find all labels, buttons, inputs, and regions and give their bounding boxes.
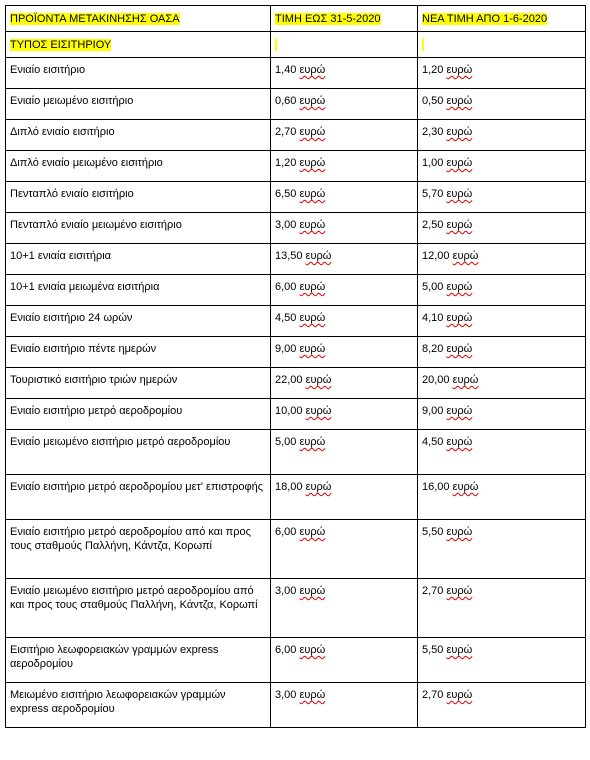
ticket-type-cell: Ενιαίο εισιτήριο μετρό αεροδρομίου από και προς τους σταθμούς Παλλήνη, Κάντζα, Κορωπί [6, 520, 271, 579]
old-price-cell [271, 213, 418, 244]
price-value: 9,00 [422, 405, 444, 417]
subheader-row [6, 32, 586, 58]
price-value: 13,50 [275, 250, 303, 262]
new-price-cell [418, 520, 586, 579]
currency-label: ευρώ [299, 126, 326, 138]
new-price-cell [418, 182, 586, 213]
currency-label: ευρώ [305, 405, 332, 417]
currency-label: ευρώ [446, 436, 473, 448]
price-value: 0,50 [422, 95, 444, 107]
table-row [6, 275, 586, 306]
ticket-type-cell: Ενιαίο εισιτήριο μετρό αεροδρομίου [6, 399, 271, 430]
price-value: 2,30 [422, 126, 444, 138]
old-price-cell [271, 182, 418, 213]
ticket-type-cell: 10+1 ενιαία μειωμένα εισιτήρια [6, 275, 271, 306]
currency-label: ευρώ [446, 281, 473, 293]
currency-label: ευρώ [299, 585, 326, 597]
old-price-cell [271, 275, 418, 306]
price-value: 6,00 [275, 644, 297, 656]
currency-label: ευρώ [446, 405, 473, 417]
currency-label: ευρώ [305, 250, 332, 262]
price-value: 2,70 [422, 689, 444, 701]
currency-label: ευρώ [299, 436, 326, 448]
ticket-type-cell: Ενιαίο μειωμένο εισιτήριο [6, 89, 271, 120]
fare-table [5, 5, 586, 728]
currency-label: ευρώ [305, 481, 332, 493]
ticket-type-cell: Πενταπλό ενιαίο μειωμένο εισιτήριο [6, 213, 271, 244]
new-price-cell [418, 475, 586, 520]
table-row [6, 638, 586, 683]
currency-label: ευρώ [299, 689, 326, 701]
currency-label: ευρώ [299, 188, 326, 200]
new-price-cell [418, 244, 586, 275]
price-value: 6,00 [275, 281, 297, 293]
table-row [6, 182, 586, 213]
currency-label: ευρώ [446, 95, 473, 107]
price-value: 9,00 [275, 343, 297, 355]
price-value: 6,00 [275, 526, 297, 538]
header-row [6, 6, 586, 32]
subheader-empty-new [418, 32, 586, 58]
price-value: 5,50 [422, 526, 444, 538]
price-value: 1,20 [275, 157, 297, 169]
table-row [6, 58, 586, 89]
price-value: 1,00 [422, 157, 444, 169]
table-row [6, 579, 586, 638]
currency-label: ευρώ [299, 281, 326, 293]
ticket-type-cell: Τουριστικό εισιτήριο τριών ημερών [6, 368, 271, 399]
price-value: 2,70 [422, 585, 444, 597]
table-row [6, 337, 586, 368]
currency-label: ευρώ [446, 157, 473, 169]
currency-label: ευρώ [446, 689, 473, 701]
table-row [6, 399, 586, 430]
currency-label: ευρώ [299, 312, 326, 324]
new-price-cell [418, 638, 586, 683]
table-row [6, 306, 586, 337]
old-price-cell [271, 368, 418, 399]
price-value: 3,00 [275, 689, 297, 701]
old-price-cell [271, 120, 418, 151]
old-price-cell [271, 151, 418, 182]
table-row [6, 520, 586, 579]
ticket-type-cell: Ενιαίο εισιτήριο 24 ωρών [6, 306, 271, 337]
ticket-type-cell: Μειωμένο εισιτήριο λεωφορειακών γραμμών express αεροδρομίου [6, 683, 271, 728]
old-price-cell [271, 638, 418, 683]
currency-label: ευρώ [299, 644, 326, 656]
currency-label: ευρώ [299, 219, 326, 231]
table-row [6, 244, 586, 275]
new-price-cell [418, 579, 586, 638]
table-row [6, 151, 586, 182]
price-value: 10,00 [275, 405, 303, 417]
old-price-cell [271, 58, 418, 89]
currency-label: ευρώ [446, 585, 473, 597]
new-price-cell [418, 368, 586, 399]
table-row [6, 89, 586, 120]
currency-label: ευρώ [452, 250, 479, 262]
price-value: 5,50 [422, 644, 444, 656]
ticket-type-cell: Διπλό ενιαίο μειωμένο εισιτήριο [6, 151, 271, 182]
new-price-cell [418, 399, 586, 430]
ticket-type-cell: Ενιαίο εισιτήριο μετρό αεροδρομίου μετ' επιστροφής [6, 475, 271, 520]
table-row [6, 213, 586, 244]
ticket-type-cell: Διπλό ενιαίο εισιτήριο [6, 120, 271, 151]
new-price-cell [418, 89, 586, 120]
old-price-cell [271, 89, 418, 120]
new-price-cell [418, 337, 586, 368]
currency-label: ευρώ [299, 95, 326, 107]
ticket-type-cell: Ενιαίο μειωμένο εισιτήριο μετρό αεροδρομίου από και προς τους σταθμούς Παλλήνη, Κάντζα, Κορωπί [6, 579, 271, 638]
price-value: 3,00 [275, 585, 297, 597]
ticket-type-cell: 10+1 ενιαία εισιτήρια [6, 244, 271, 275]
currency-label: ευρώ [452, 481, 479, 493]
price-value: 0,60 [275, 95, 297, 107]
price-value: 6,50 [275, 188, 297, 200]
price-value: 4,10 [422, 312, 444, 324]
old-price-cell [271, 244, 418, 275]
header-old-price: ΤΙΜΗ ΕΩΣ 31-5-2020 [271, 6, 418, 32]
currency-label: ευρώ [446, 312, 473, 324]
new-price-cell [418, 120, 586, 151]
currency-label: ευρώ [446, 644, 473, 656]
old-price-cell [271, 399, 418, 430]
currency-label: ευρώ [446, 188, 473, 200]
new-price-cell [418, 58, 586, 89]
old-price-cell [271, 520, 418, 579]
price-value: 20,00 [422, 374, 450, 386]
price-value: 3,00 [275, 219, 297, 231]
price-value: 5,00 [422, 281, 444, 293]
new-price-cell [418, 306, 586, 337]
currency-label: ευρώ [299, 157, 326, 169]
currency-label: ευρώ [299, 64, 326, 76]
price-value: 12,00 [422, 250, 450, 262]
price-value: 1,20 [422, 64, 444, 76]
currency-label: ευρώ [446, 343, 473, 355]
table-row [6, 683, 586, 728]
price-value: 16,00 [422, 481, 450, 493]
currency-label: ευρώ [446, 219, 473, 231]
price-value: 5,70 [422, 188, 444, 200]
new-price-cell [418, 213, 586, 244]
ticket-type-cell: Πενταπλό ενιαίο εισιτήριο [6, 182, 271, 213]
price-value: 2,70 [275, 126, 297, 138]
table-row [6, 120, 586, 151]
new-price-cell [418, 430, 586, 475]
header-products: ΠΡΟΪΟΝΤΑ ΜΕΤΑΚΙΝΗΣΗΣ ΟΑΣΑ [6, 6, 271, 32]
subheader-ticket-type: ΤΥΠΟΣ ΕΙΣΙΤΗΡΙΟΥ [6, 32, 271, 58]
price-value: 1,40 [275, 64, 297, 76]
ticket-type-cell: Εισιτήριο λεωφορειακών γραμμών express αεροδρομίου [6, 638, 271, 683]
old-price-cell [271, 430, 418, 475]
price-value: 8,20 [422, 343, 444, 355]
old-price-cell [271, 579, 418, 638]
currency-label: ευρώ [299, 526, 326, 538]
price-value: 2,50 [422, 219, 444, 231]
price-value: 22,00 [275, 374, 303, 386]
currency-label: ευρώ [446, 126, 473, 138]
new-price-cell [418, 275, 586, 306]
ticket-type-cell: Ενιαίο εισιτήριο [6, 58, 271, 89]
table-row [6, 430, 586, 475]
currency-label: ευρώ [305, 374, 332, 386]
table-row [6, 475, 586, 520]
old-price-cell [271, 475, 418, 520]
old-price-cell [271, 337, 418, 368]
old-price-cell [271, 306, 418, 337]
currency-label: ευρώ [446, 526, 473, 538]
price-value: 5,00 [275, 436, 297, 448]
price-value: 4,50 [422, 436, 444, 448]
header-new-price: ΝΕΑ ΤΙΜΗ ΑΠΟ 1-6-2020 [418, 6, 586, 32]
ticket-type-cell: Ενιαίο εισιτήριο πέντε ημερών [6, 337, 271, 368]
price-value: 18,00 [275, 481, 303, 493]
currency-label: ευρώ [299, 343, 326, 355]
currency-label: ευρώ [452, 374, 479, 386]
subheader-empty-old [271, 32, 418, 58]
new-price-cell [418, 683, 586, 728]
ticket-type-cell: Ενιαίο μειωμένο εισιτήριο μετρό αεροδρομίου [6, 430, 271, 475]
currency-label: ευρώ [446, 64, 473, 76]
old-price-cell [271, 683, 418, 728]
table-row [6, 368, 586, 399]
new-price-cell [418, 151, 586, 182]
price-value: 4,50 [275, 312, 297, 324]
